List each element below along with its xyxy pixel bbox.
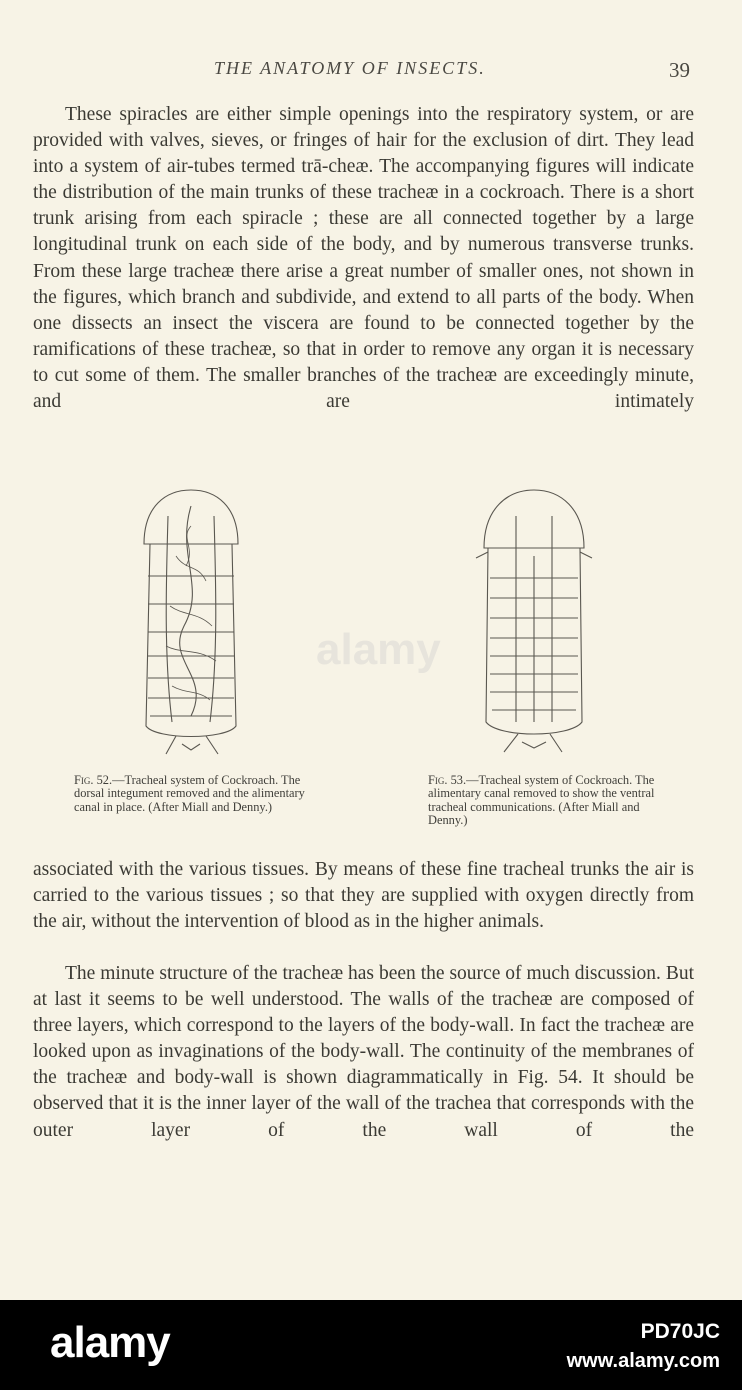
figure-52-caption xyxy=(74,774,310,814)
figure-52-text: —Tracheal system of Cockroach. The dorsal integument removed and the alimentary canal in place. (After Miall and Denny.) xyxy=(74,773,305,814)
site-url: www.alamy.com xyxy=(566,1350,720,1372)
figure-52-label: Fig. 52. xyxy=(74,773,113,787)
figure-53-caption xyxy=(428,774,658,828)
cerci xyxy=(166,736,218,754)
figure-53-cockroach-ventral xyxy=(474,486,594,764)
abdomen-segments xyxy=(148,576,234,716)
paragraph-structure: The minute structure of the tracheæ has been the source of much discussion. But at last it seems to be well understood. The walls of the tracheæ are composed of three layers, which correspond to the layers of the body-wall. In fact the tracheæ are looked upon as invaginations of the body-wall. The continuity of the membranes of the tracheæ and body-wall is shown diagrammatically in Fig. 54. It should be observed that it is the inner layer of the wall of the trachea that corresponds with the outer layer of the wall of the xyxy=(33,963,694,1141)
alamy-logo: alamy xyxy=(50,1318,170,1367)
alimentary-canal xyxy=(180,506,197,716)
head-shield-outline xyxy=(484,490,584,548)
longitudinal-trunk-right xyxy=(210,516,216,722)
figure-53-text: —Tracheal system of Cockroach. The alimentary canal removed to show the ventral tracheal communications. (After Miall and Denny.) xyxy=(428,773,655,828)
longitudinal-trunk-left xyxy=(166,516,172,722)
paragraph-tissues: associated with the various tissues. By means of these fine tracheal trunks the air is carried to the various tissues ; so that they are supplied with oxygen directly from the air, without the intervention of blood as in the higher animals. xyxy=(33,859,694,933)
figure-53-label: Fig. 53. xyxy=(428,773,467,787)
paragraph-spiracles: These spiracles are either simple openings into the respiratory system, or are provided with valves, sieves, or fringes of hair for the exclusion of dirt. They lead into a system of air-tubes termed trā-cheæ. The accompanying figures will indicate the distribution of the main trunks of these tracheæ in a cockroach. There is a short trunk arising from each spiracle ; these are all connected together by a large longitudinal trunk on each side of the body, and by numerous transverse trunks. From these large tracheæ there arise a great number of smaller ones, not shown in the figures, which branch and subdivide, and extend to all parts of the body. When one dissects an insect the viscera are found to be connected together by the ramifications of these tracheæ, so that in order to remove any organ it is necessary to cut some of them. The smaller branches of the tracheæ are exceedingly minute, and are intimately xyxy=(33,104,694,413)
cerci xyxy=(504,734,562,752)
watermark: alamy xyxy=(316,625,441,674)
figure-52-cockroach-dorsal xyxy=(136,486,246,764)
image-id: PD70JC xyxy=(640,1320,720,1343)
head-shield-outline xyxy=(144,490,238,544)
running-title: THE ANATOMY OF INSECTS. xyxy=(214,58,486,78)
page-number: 39 xyxy=(669,58,690,82)
